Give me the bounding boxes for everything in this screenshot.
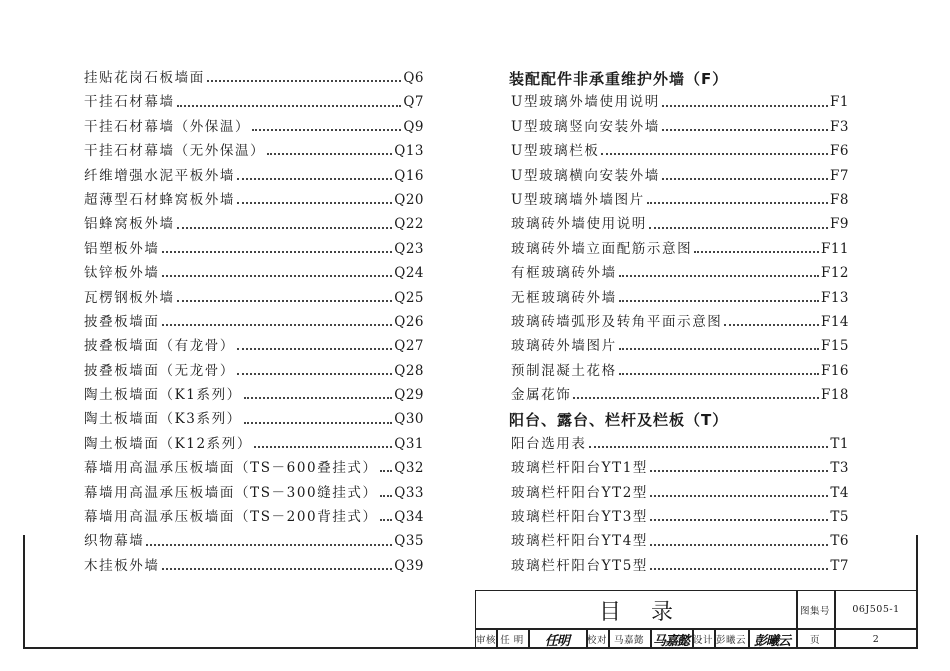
toc-entry-page: Q30 [394, 411, 424, 428]
toc-entry-page: F14 [820, 313, 849, 330]
toc-entry-page: T3 [830, 460, 849, 477]
toc-entry-page: Q20 [394, 191, 424, 208]
dot-leader [724, 324, 819, 326]
toc-entry[interactable] [84, 529, 424, 553]
dot-leader [177, 300, 393, 302]
toc-entry-page: Q24 [394, 265, 424, 282]
toc-entry-title: 披叠板墙面（无龙骨） [84, 362, 235, 379]
toc-entry-title: 纤维增强水泥平板外墙 [84, 167, 235, 184]
toc-entry-page: Q25 [394, 289, 424, 306]
toc-entry-page: Q39 [394, 557, 424, 574]
toc-entry[interactable] [511, 481, 849, 505]
check-name: 马嘉懿 [613, 635, 644, 646]
toc-entry[interactable] [511, 529, 849, 553]
toc-entry[interactable] [84, 237, 424, 261]
check-label: 校对 [586, 635, 607, 646]
dot-leader [177, 105, 402, 107]
toc-entry-title: 玻璃栏杆阳台YT5型 [511, 557, 649, 574]
dot-leader [649, 227, 828, 229]
toc-entry[interactable] [84, 359, 424, 383]
toc-entry-page: Q22 [394, 216, 424, 233]
toc-entry-title: 陶土板墙面（K12系列） [84, 435, 252, 452]
toc-entry-title: 有框玻璃砖外墙 [511, 265, 617, 282]
toc-entry-page: Q9 [403, 118, 424, 135]
toc-entry-page: Q28 [394, 362, 424, 379]
dot-leader [647, 202, 828, 204]
toc-entry-title: 披叠板墙面 [84, 313, 160, 330]
toc-entry[interactable] [511, 359, 849, 383]
toc-entry-page: Q27 [394, 338, 424, 355]
toc-entry-title: 超薄型石材蜂窝板外墙 [84, 191, 235, 208]
toc-entry-title: 玻璃栏杆阳台YT4型 [511, 533, 649, 550]
toc-entry-page: Q34 [394, 509, 424, 526]
dot-leader [573, 397, 819, 399]
toc-entry[interactable] [511, 334, 849, 358]
toc-entry-title: 挂贴花岗石板墙面 [84, 70, 205, 86]
section-heading-t: 阳台、露台、栏杆及栏板（T） [509, 411, 729, 430]
dot-leader [237, 373, 392, 375]
page-number: 2 [872, 633, 880, 645]
toc-entry-title: U型玻璃竖向安装外墙 [511, 118, 660, 135]
toc-entry-title: U型玻璃栏板 [511, 143, 600, 160]
toc-entry-title: 幕墙用高温承压板墙面（TS－300缝挂式） [84, 484, 378, 501]
toc-entry[interactable] [84, 432, 424, 456]
toc-entry-page: T4 [830, 484, 849, 501]
dot-leader [650, 495, 828, 497]
toc-entry-title: 阳台选用表 [511, 435, 587, 452]
toc-entry-page: Q35 [394, 533, 424, 550]
toc-entry-title: 幕墙用高温承压板墙面（TS－600叠挂式） [84, 460, 378, 477]
toc-entry-title: 织物幕墙 [84, 533, 145, 550]
toc-entry-title: 无框玻璃砖外墙 [511, 289, 617, 306]
frame-border-left [23, 535, 25, 648]
toc-entry[interactable] [84, 212, 424, 236]
toc-left-column [84, 66, 424, 578]
toc-entry[interactable] [84, 481, 424, 505]
toc-entry-title: U型玻璃横向安装外墙 [511, 167, 660, 184]
dot-leader [177, 227, 393, 229]
toc-entry[interactable] [511, 115, 849, 139]
toc-entry[interactable] [84, 383, 424, 407]
dot-leader [619, 300, 819, 302]
toc-entry[interactable] [511, 383, 849, 407]
toc-entry[interactable] [511, 188, 849, 212]
toc-entry-title: 铝塑板外墙 [84, 240, 160, 257]
dot-leader [207, 80, 402, 82]
toc-entry[interactable] [511, 505, 849, 529]
dot-leader [650, 519, 828, 521]
toc-entry-page: Q13 [394, 143, 424, 160]
toc-entry-page: Q26 [394, 313, 424, 330]
toc-entry-page: F6 [830, 143, 849, 160]
toc-entry-page: T5 [830, 509, 849, 526]
toc-entry[interactable] [84, 407, 424, 431]
toc-entry[interactable] [511, 456, 849, 480]
toc-entry-title: 玻璃栏杆阳台YT2型 [511, 484, 649, 501]
design-name: 彭曦云 [715, 635, 746, 646]
toc-entry-page: F9 [830, 216, 849, 233]
toc-entry-title: 金属花饰 [511, 387, 572, 404]
toc-entry-title: 幕墙用高温承压板墙面（TS－200背挂式） [84, 509, 378, 526]
dot-leader [589, 446, 829, 448]
toc-entry-title: 干挂石材幕墙（无外保温） [84, 143, 266, 160]
toc-entry[interactable] [511, 261, 849, 285]
toc-right-column [511, 66, 849, 578]
toc-entry[interactable] [84, 505, 424, 529]
dot-leader [380, 470, 393, 472]
toc-entry-page: F11 [820, 240, 849, 257]
dot-leader [146, 544, 392, 546]
toc-entry-title: U型玻璃墙外墙图片 [511, 191, 645, 208]
toc-entry[interactable] [511, 237, 849, 261]
dot-leader [162, 324, 393, 326]
title-block-title: 目录 [598, 599, 703, 625]
toc-entry-page: F1 [830, 94, 849, 111]
toc-entry-page: Q33 [394, 484, 424, 501]
toc-entry-page: Q32 [394, 460, 424, 477]
toc-entry-page: F7 [830, 167, 849, 184]
toc-entry-page: Q16 [394, 167, 424, 184]
toc-entry-title: 玻璃栏杆阳台YT3型 [511, 509, 649, 526]
toc-entry-page: F15 [820, 338, 849, 355]
dot-leader [619, 373, 819, 375]
dot-leader [237, 178, 392, 180]
toc-entry-title: 铝蜂窝板外墙 [84, 216, 175, 233]
toc-entry[interactable] [84, 90, 424, 114]
design-label: 设计 [692, 635, 713, 646]
toc-entry-page: F16 [820, 362, 849, 379]
dot-leader [619, 275, 819, 277]
toc-entry-title: 玻璃砖外墙使用说明 [511, 216, 647, 233]
dot-leader [662, 129, 828, 131]
dot-leader [162, 568, 393, 570]
atlas-no-value: 06J505-1 [852, 604, 900, 615]
toc-entry[interactable] [511, 212, 849, 236]
dot-leader [237, 348, 392, 350]
toc-entry-title: 玻璃砖墙弧形及转角平面示意图 [511, 313, 723, 330]
toc-entry-page: F13 [820, 289, 849, 306]
toc-entry[interactable] [511, 139, 849, 163]
dot-leader [694, 251, 819, 253]
dot-leader [267, 153, 392, 155]
dot-leader [380, 519, 393, 521]
toc-entry-title: 陶土板墙面（K1系列） [84, 387, 242, 404]
toc-entry[interactable] [84, 456, 424, 480]
title-block [475, 590, 917, 648]
toc-entry-page: F8 [830, 191, 849, 208]
review-name: 任 明 [500, 635, 524, 646]
toc-entry[interactable] [511, 554, 849, 578]
toc-entry-title: 披叠板墙面（有龙骨） [84, 338, 235, 355]
toc-entry-title: 玻璃砖外墙图片 [511, 338, 617, 355]
toc-entry-page: F3 [830, 118, 849, 135]
dot-leader [662, 178, 828, 180]
toc-entry-title: 瓦楞钢板外墙 [84, 289, 175, 306]
dot-leader [252, 129, 401, 131]
dot-leader [650, 568, 828, 570]
dot-leader [601, 153, 828, 155]
toc-entry[interactable] [84, 115, 424, 139]
toc-entry-page: T1 [830, 435, 849, 452]
toc-entry-page: T6 [830, 533, 849, 550]
toc-entry-title: 干挂石材幕墙 [84, 94, 175, 111]
toc-entry-page: Q23 [394, 240, 424, 257]
page-label: 页 [809, 635, 820, 646]
toc-entry-page: Q7 [403, 94, 424, 111]
toc-entry-title: U型玻璃外墙使用说明 [511, 94, 660, 111]
dot-leader [162, 275, 393, 277]
review-label: 审核 [476, 635, 497, 646]
dot-leader [380, 495, 393, 497]
toc-entry[interactable] [84, 261, 424, 285]
dot-leader [244, 422, 392, 424]
dot-leader [619, 348, 819, 350]
toc-entry-page: F18 [820, 387, 849, 404]
review-signature: 任明 [544, 633, 569, 649]
dot-leader [662, 105, 828, 107]
dot-leader [162, 251, 393, 253]
toc-entry-title: 干挂石材幕墙（外保温） [84, 118, 251, 135]
toc-entry-title: 玻璃砖外墙立面配筋示意图 [511, 240, 693, 257]
check-signature: 马嘉懿 [652, 633, 689, 649]
toc-entry-title: 木挂板外墙 [84, 557, 160, 574]
toc-entry[interactable] [511, 286, 849, 310]
toc-entry-page: F12 [820, 265, 849, 282]
toc-entry[interactable] [84, 334, 424, 358]
toc-entry[interactable] [511, 164, 849, 188]
toc-entry[interactable] [511, 90, 849, 114]
toc-entry-page: T7 [830, 557, 849, 574]
toc-entry[interactable] [84, 286, 424, 310]
dot-leader [650, 544, 828, 546]
toc-entry-title: 钛锌板外墙 [84, 265, 160, 282]
dot-leader [650, 470, 828, 472]
toc-entry-title: 预制混凝土花格 [511, 362, 617, 379]
toc-entry[interactable] [84, 554, 424, 578]
toc-entry[interactable] [84, 188, 424, 212]
toc-entry[interactable] [511, 432, 849, 456]
toc-entry-title: 玻璃栏杆阳台YT1型 [511, 460, 649, 477]
toc-entry-page: Q29 [394, 387, 424, 404]
toc-entry-title: 陶土板墙面（K3系列） [84, 411, 242, 428]
toc-entry-page: Q31 [394, 435, 424, 452]
toc-entry[interactable] [84, 164, 424, 188]
atlas-no-label: 图集号 [799, 605, 830, 617]
dot-leader [244, 397, 392, 399]
dot-leader [254, 446, 392, 448]
toc-entry-page: Q6 [403, 70, 424, 86]
design-signature: 彭曦云 [753, 633, 790, 649]
section-heading-f: 装配配件非承重维护外墙（F） [509, 69, 729, 88]
toc-entry[interactable] [84, 310, 424, 334]
toc-entry[interactable] [84, 139, 424, 163]
toc-entry[interactable] [511, 310, 849, 334]
dot-leader [237, 202, 392, 204]
toc-entry[interactable] [84, 66, 424, 90]
